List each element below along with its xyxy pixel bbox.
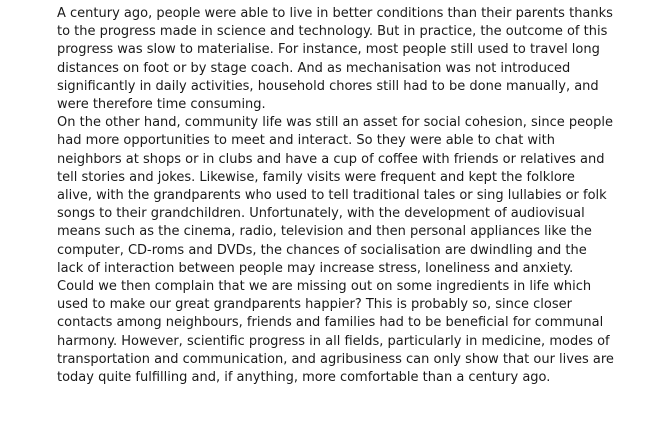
paragraph-3 bbox=[57, 278, 657, 387]
text-line: computer, CD-roms and DVDs, the chances of socialisation are dwindling and the bbox=[57, 242, 587, 258]
text-line: A century ago, people were able to live in better conditions than their parents thanks bbox=[57, 6, 613, 21]
text-line: had more opportunities to meet and interact. So they were able to chat with bbox=[57, 133, 556, 149]
text-line: neighbors at shops or in clubs and have a cup of coffee with friends or relatives and bbox=[57, 151, 605, 167]
text-line: to the progress made in science and technology. But in practice, the outcome of this bbox=[57, 24, 608, 40]
text-line: progress was slow to materialise. For instance, most people still used to travel long bbox=[57, 42, 600, 58]
text-line: were therefore time consuming. bbox=[57, 97, 266, 113]
text-line: contacts among neighbours, friends and families had to be beneficial for communal bbox=[57, 315, 604, 331]
text-line: alive, with the grandparents who used to tell traditional tales or sing lullabies or folk bbox=[57, 188, 607, 204]
text-line: On the other hand, community life was still an asset for social cohesion, since people bbox=[57, 115, 613, 131]
text-line: songs to their grandchildren. Unfortunately, with the development of audiovisual bbox=[57, 206, 585, 222]
paragraph-2 bbox=[57, 114, 657, 278]
text-line: significantly in daily activities, household chores still had to be done manually, and bbox=[57, 78, 599, 94]
text-line: transportation and communication, and agribusiness can only show that our lives are bbox=[57, 351, 614, 367]
text-line: harmony. However, scientific progress in all fields, particularly in medicine, modes of bbox=[57, 333, 610, 349]
text-line: used to make our great grandparents happier? This is probably so, since closer bbox=[57, 297, 572, 313]
paragraph-1 bbox=[57, 5, 657, 114]
text-line: Could we then complain that we are missing out on some ingredients in life which bbox=[57, 279, 592, 295]
text-line: tell stories and jokes. Likewise, family visits were frequent and kept the folklore bbox=[57, 169, 575, 185]
text-line: today quite fulfilling and, if anything, more comfortable than a century ago. bbox=[57, 370, 551, 386]
text-line: distances on foot or by stage coach. And as mechanisation was not introduced bbox=[57, 60, 571, 76]
text-line: means such as the cinema, radio, television and then personal appliances like the bbox=[57, 224, 592, 240]
text-line: lack of interaction between people may increase stress, loneliness and anxiety. bbox=[57, 260, 574, 276]
document-body bbox=[57, 5, 657, 387]
